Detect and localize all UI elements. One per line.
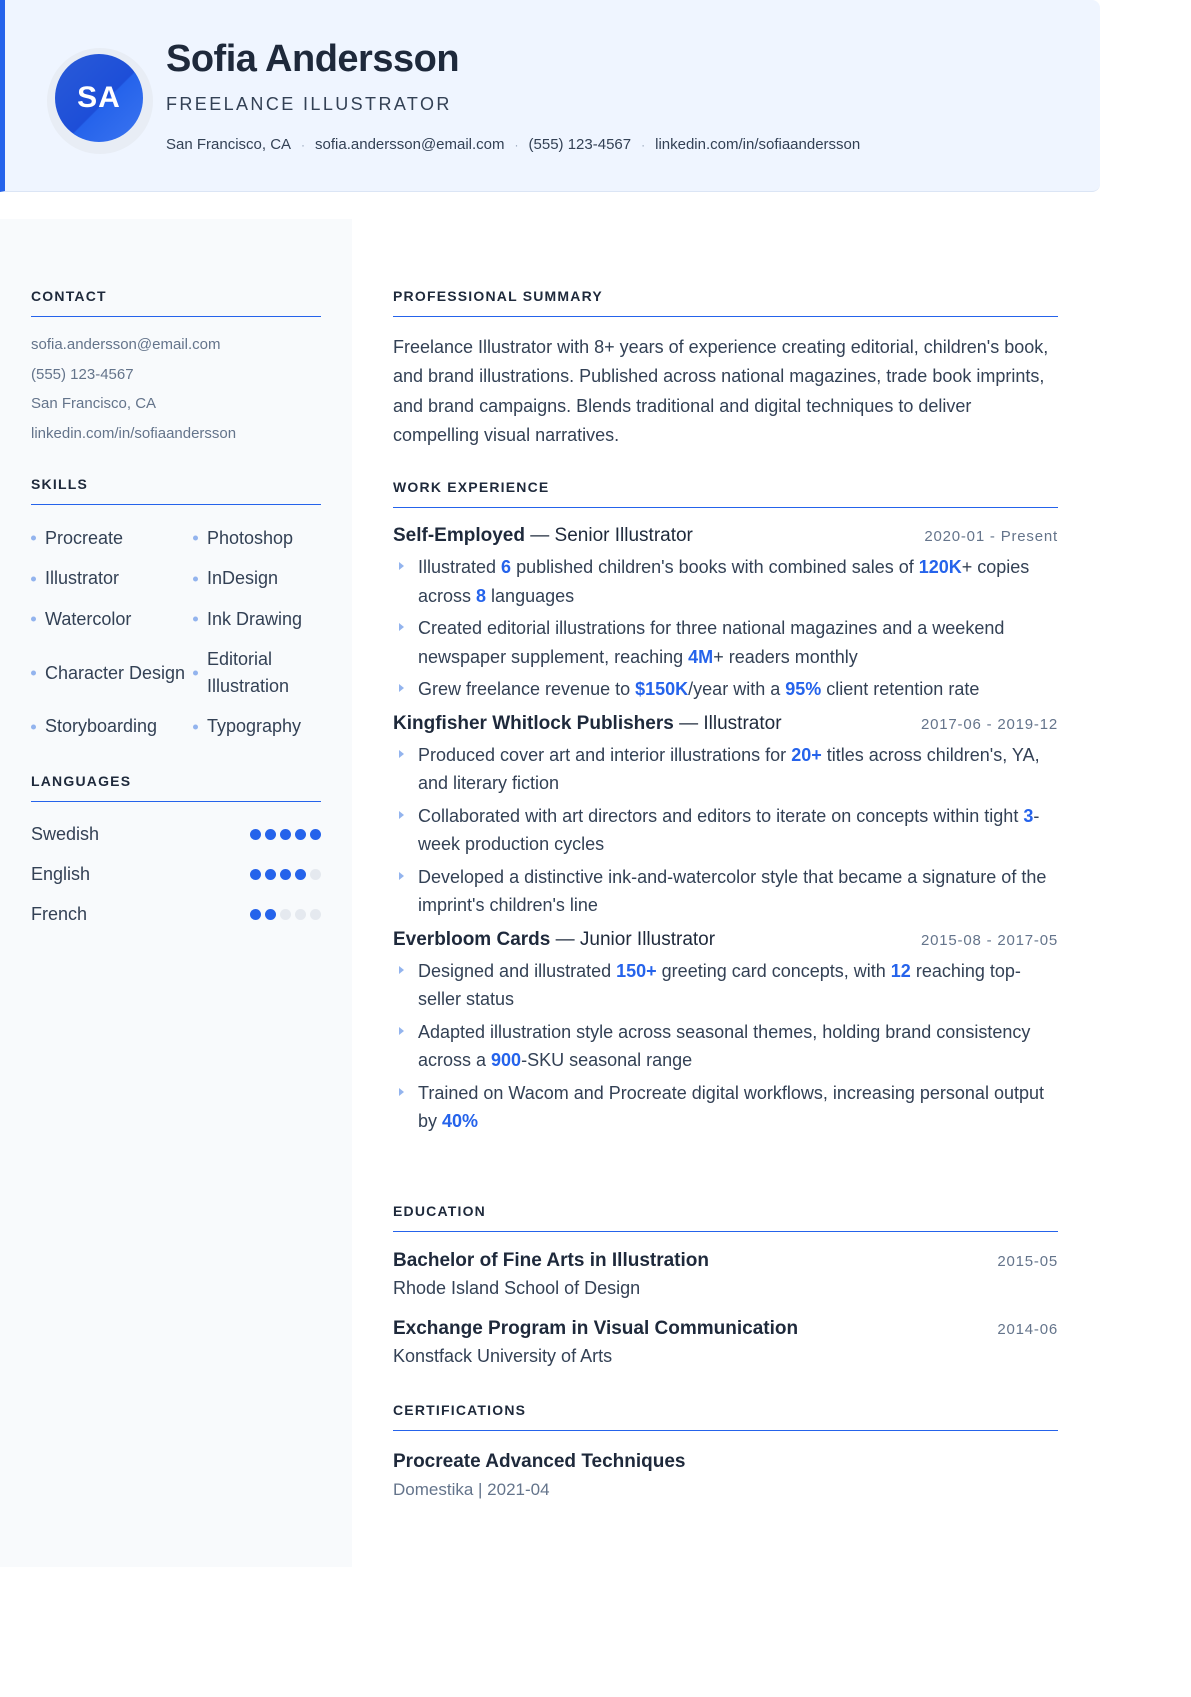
header-location: San Francisco, CA [166,136,292,153]
level-dot-filled [295,869,306,880]
job-bullet [393,1018,1058,1075]
skill-item: Illustrator [31,559,193,600]
highlight-metric: 150+ [616,960,657,981]
header-linkedin[interactable]: linkedin.com/in/sofiaandersson [655,136,861,153]
skill-item: InDesign [193,559,321,600]
job-head [393,525,1058,547]
skill-item: Watercolor [31,599,193,640]
bullet-text: Grew freelance revenue to [418,679,636,699]
education-item [393,1318,1058,1367]
experience-section [393,479,1058,1140]
highlight-metric: 4M [688,646,714,667]
language-name: French [31,903,88,924]
job-title: Kingfisher Whitlock Publishers — Illustrator [393,712,782,734]
candidate-title: FREELANCE ILLUSTRATOR [166,94,452,114]
skill-item: Storyboarding [31,707,193,748]
job-entry [393,929,1058,1136]
certifications-heading: CERTIFICATIONS [393,1402,1058,1431]
job-entry [393,713,1058,920]
language-name: Swedish [31,823,100,844]
bullet-text: reaching top-seller status [418,960,1021,1009]
education-head [393,1318,1058,1340]
job-bullet [393,957,1058,1014]
bullet-text: Produced cover art and interior illustrations for [418,744,792,765]
level-dot-filled [280,829,291,840]
job-company: Self-Employed [393,525,525,546]
bullet-text: titles across children's, YA, and literary fiction [418,744,1040,793]
bullet-text: Developed a distinctive ink-and-watercolor style that became a signature of the imprint's children's line [418,866,1047,915]
skills-grid [31,518,321,747]
job-head [393,713,1058,735]
job-dates: 2020-01 - Present [924,528,1058,545]
language-level-dots [250,909,321,920]
education-degree: Exchange Program in Visual Communication [393,1318,799,1339]
avatar: SA [55,54,143,142]
bullet-text: Illustrated [418,557,502,577]
summary-section [393,288,1058,450]
job-bullets [393,741,1058,920]
highlight-metric: 12 [890,960,911,981]
highlight-metric: 120K [918,557,962,577]
separator: · [514,137,519,152]
level-dot-filled [280,869,291,880]
job-bullets [393,957,1058,1136]
job-head [393,929,1058,951]
bullet-text: Adapted illustration style across seasonal themes, holding brand consistency across a [418,1021,1031,1070]
level-dot-filled [310,829,321,840]
education-school: Rhode Island School of Design [393,1278,641,1298]
contact-list [31,330,321,448]
skill-item: Ink Drawing [193,599,321,640]
header-email[interactable]: sofia.andersson@email.com [315,136,505,153]
separator: · [641,137,646,152]
skills-section [31,476,321,747]
languages-heading: LANGUAGES [31,773,321,802]
level-dot-filled [265,869,276,880]
job-bullet [393,741,1058,798]
job-role: Junior Illustrator [579,928,716,950]
education-date: 2015-05 [997,1253,1058,1270]
job-entry [393,525,1058,704]
skill-item: Editorial Illustration [193,640,321,707]
job-title: Everbloom Cards — Junior Illustrator [393,928,716,950]
skill-item: Photoshop [193,518,321,559]
skill-item: Character Design [31,640,193,707]
bullet-text: -SKU seasonal range [521,1050,693,1070]
education-head [393,1250,1058,1272]
bullet-text: Created editorial illustrations for three national magazines and a weekend newspaper supplement, reaching [418,618,1005,667]
education-date: 2014-06 [997,1321,1058,1338]
education-section [393,1203,1058,1367]
education-school: Konstfack University of Arts [393,1346,613,1366]
languages-section [31,773,321,934]
job-bullet [393,863,1058,920]
bullet-text: client retention rate [821,679,980,699]
job-bullet [393,675,1058,704]
level-dot-filled [250,869,261,880]
bullet-text: Designed and illustrated [418,960,617,981]
highlight-metric: 3 [1023,805,1034,826]
contact-section [31,288,321,448]
certification-detail: Domestika | 2021-04 [393,1480,550,1499]
job-dates: 2015-08 - 2017-05 [920,931,1058,949]
header-contact-line [166,136,860,153]
bullet-text: + readers monthly [713,646,858,667]
language-row [31,814,321,854]
bullet-text: languages [486,585,575,606]
job-bullet [393,614,1058,671]
bullet-text: Collaborated with art directors and editors to iterate on concepts within tight [418,805,1024,826]
sidebar [0,219,352,1567]
bullet-text: Trained on Wacom and Procreate digital workflows, increasing personal output by [418,1082,1044,1131]
highlight-metric: 40% [442,1111,479,1131]
language-row [31,854,321,894]
education-item [393,1250,1058,1299]
highlight-metric: 6 [501,557,512,577]
experience-heading: WORK EXPERIENCE [393,479,1058,508]
skill-item: Procreate [31,518,193,559]
job-company: Everbloom Cards [393,928,551,950]
summary-heading: PROFESSIONAL SUMMARY [393,288,1058,317]
job-bullet [393,1079,1058,1136]
level-dot-empty [295,909,306,920]
level-dot-empty [310,909,321,920]
certification-item [393,1451,1058,1500]
language-level-dots [250,829,321,840]
language-name: English [31,863,91,884]
resume-header [0,0,1100,192]
level-dot-filled [250,909,261,920]
contact-location: San Francisco, CA [31,395,157,412]
level-dot-empty [280,909,291,920]
contact-email[interactable]: sofia.andersson@email.com [31,336,221,353]
bullet-text: greeting card concepts, with [656,960,891,981]
language-row [31,894,321,934]
certifications-section [393,1402,1058,1500]
separator: · [301,137,306,152]
languages-list [31,814,321,934]
level-dot-filled [250,829,261,840]
contact-linkedin[interactable]: linkedin.com/in/sofiaandersson [31,424,237,442]
skill-item: Typography [193,707,321,748]
skills-heading: SKILLS [31,476,321,505]
job-company: Kingfisher Whitlock Publishers [393,712,674,734]
contact-heading: CONTACT [31,288,321,317]
summary-text: Freelance Illustrator with 8+ years of experience creating editorial, children's book, and brand illustrations. Published across national magazines, trade book imprints, and brand campaigns. Blends traditional and digital techniques to deliver compelling visual narratives. [393,337,1049,445]
highlight-metric: 900 [491,1050,522,1070]
contact-phone[interactable]: (555) 123-4567 [31,365,134,383]
job-bullet [393,553,1058,610]
level-dot-filled [295,829,306,840]
highlight-metric: 95% [785,679,822,699]
bullet-text: /year with a [688,679,786,699]
highlight-metric: 8 [476,585,487,606]
header-phone[interactable]: (555) 123-4567 [528,136,632,153]
job-role: Illustrator [703,712,782,734]
language-level-dots [250,869,321,880]
highlight-metric: 20+ [791,744,822,765]
certification-name: Procreate Advanced Techniques [393,1451,686,1472]
job-dates: 2017-06 - 2019-12 [920,715,1058,733]
bullet-text: -week production cycles [418,805,1040,854]
level-dot-filled [265,909,276,920]
bullet-text: published children's books with combined sales of [511,557,919,577]
highlight-metric: $150K [635,679,689,699]
job-title: Self-Employed — Senior Illustrator [393,525,693,546]
education-degree: Bachelor of Fine Arts in Illustration [393,1250,709,1271]
job-role: Senior Illustrator [554,525,693,546]
job-bullets [393,553,1058,704]
jobs-list [393,525,1058,1136]
level-dot-empty [310,869,321,880]
candidate-name: Sofia Andersson [166,38,460,80]
bullet-text: + copies across [418,557,1030,606]
job-bullet [393,802,1058,859]
level-dot-filled [265,829,276,840]
education-heading: EDUCATION [393,1203,1058,1232]
